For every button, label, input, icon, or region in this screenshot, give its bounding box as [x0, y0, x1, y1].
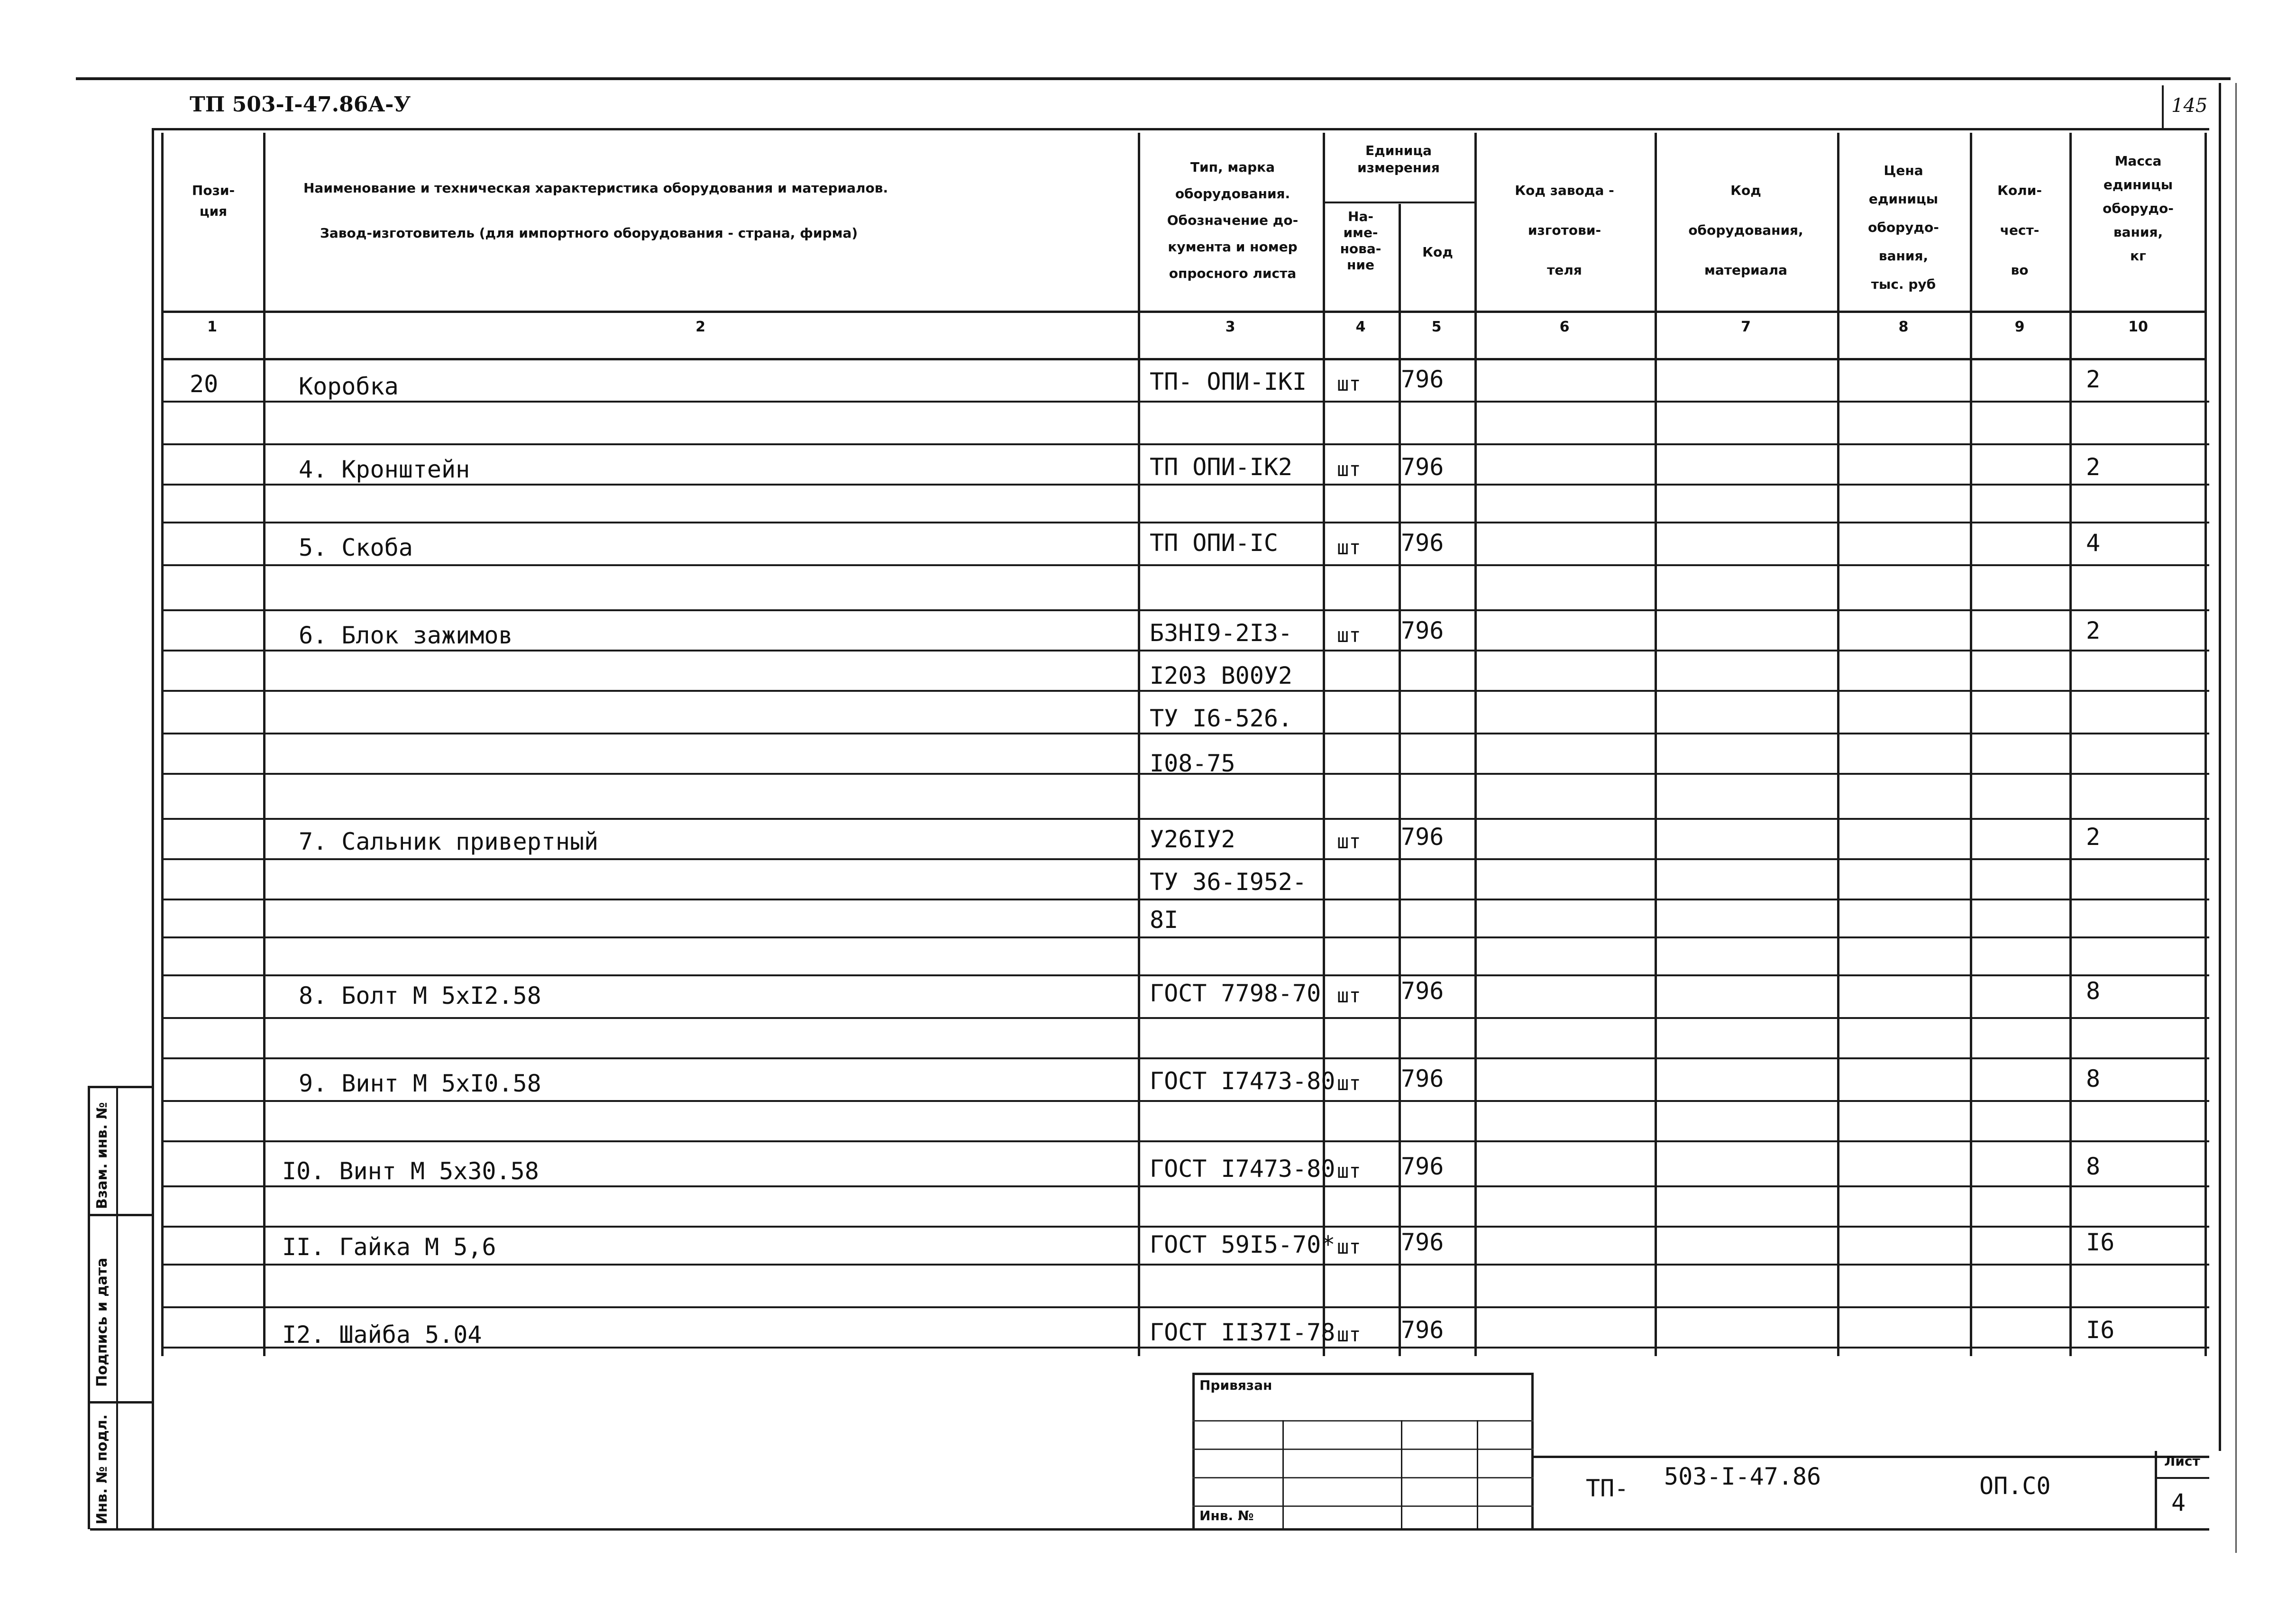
col-number: 2: [695, 319, 705, 335]
cell-qty: 2: [2086, 453, 2101, 481]
cell-code: 796: [1401, 1065, 1444, 1092]
header-col10: Масса единицы оборудо- вания, кг: [2103, 153, 2174, 264]
cell-code: 796: [1401, 823, 1444, 851]
cell-type: I08-75: [1150, 750, 1235, 777]
right-edge-mark: [2235, 83, 2237, 1553]
table-row: [161, 654, 2209, 697]
table-row: [161, 1147, 2209, 1190]
table-row: [161, 818, 2209, 861]
header-col6: Код завода - изготови- теля: [1515, 183, 1614, 278]
cell-qty: 4: [2086, 529, 2101, 557]
page-corner-number: 145: [2171, 95, 2208, 117]
cell-name: 4. Кронштейн: [299, 456, 470, 483]
cell-unit: шт: [1337, 458, 1361, 481]
cell-name: 7. Сальник привертный: [299, 828, 599, 855]
cell-qty: I6: [2086, 1229, 2115, 1256]
cell-name: II. Гайка М 5,6: [282, 1233, 496, 1261]
cell-unit: шт: [1337, 536, 1361, 559]
header-col2-line1: Наименование и техническая характеристика оборудования и материалов.: [303, 180, 888, 196]
cell-name: 5. Скоба: [299, 534, 413, 561]
cell-type: ТП- ОПИ-IКI: [1150, 368, 1307, 395]
cell-type: I203 В00У2: [1150, 662, 1293, 689]
table-row: [161, 1223, 2209, 1266]
cell-type: 8I: [1150, 906, 1179, 934]
cell-unit: шт: [1337, 1159, 1361, 1183]
cell-qty: I6: [2086, 1316, 2115, 1344]
table-row: [161, 861, 2209, 903]
cell-code: 796: [1401, 366, 1444, 393]
header-col2-line2: Завод-изготовитель (для импортного оборудования - страна, фирма): [320, 225, 858, 241]
cell-unit: шт: [1337, 1072, 1361, 1095]
table-row: [161, 740, 2209, 782]
frame-top-inner: [152, 128, 2209, 130]
side-label-replace-inv: Взам. инв. №: [94, 1102, 110, 1209]
cell-type: ГОСТ 59I5-70*: [1150, 1231, 1336, 1258]
col-number: 9: [2014, 319, 2025, 335]
col-number: 1: [207, 319, 217, 335]
cell-type: ТУ 36-I952-: [1150, 868, 1307, 896]
frame-right: [2219, 83, 2221, 1451]
table-row: [161, 899, 2209, 941]
title-block-small: [1192, 1373, 1534, 1529]
cell-unit: шт: [1337, 1235, 1361, 1258]
doc-code-top: ТП 503-I-47.86А-У: [190, 92, 411, 117]
col-number: 3: [1225, 319, 1235, 335]
cell-qty: 2: [2086, 823, 2101, 851]
header-col3: Тип, марка оборудования. Обозначение до- кумента и номер опросного листа: [1167, 159, 1299, 281]
table-row: [161, 524, 2209, 567]
cell-type: У26IУ2: [1150, 826, 1235, 853]
side-label-inv-original: Инв. № подл.: [94, 1414, 110, 1524]
header-col1: Пози- ция: [192, 183, 235, 219]
sheet-label: Лист: [2164, 1453, 2200, 1469]
header-col5: Код: [1422, 244, 1453, 260]
table-row: [161, 1311, 2209, 1354]
header-col8: Цена единицы оборудо- вания, тыс. руб: [1868, 163, 1939, 292]
header-col9: Коли- чест- во: [1997, 183, 2042, 278]
table-row: [161, 446, 2209, 488]
cell-type: ГОСТ I7473-80: [1150, 1067, 1336, 1095]
side-label-signature-date: Подпись и дата: [94, 1257, 110, 1387]
sheet-number: 4: [2171, 1489, 2186, 1516]
cell-unit: шт: [1337, 830, 1361, 853]
frame-left: [152, 128, 154, 1529]
cell-name: Коробка: [299, 373, 399, 400]
doc-suffix: ОП.С0: [1979, 1472, 2051, 1500]
stamp-inv-label: Инв. №: [1199, 1508, 1254, 1523]
col-number: 7: [1741, 319, 1751, 335]
cell-qty: 8: [2086, 1153, 2101, 1180]
col-number: 6: [1559, 319, 1570, 335]
header-unit-group: Единица измерения: [1357, 143, 1440, 175]
header-col7: Код оборудования, материала: [1688, 183, 1803, 278]
cell-code: 796: [1401, 1316, 1444, 1344]
column-number-row: [161, 313, 2209, 360]
cell-type: ТП ОПИ-IС: [1150, 529, 1278, 557]
table-row: [161, 612, 2209, 654]
cell-unit: шт: [1337, 624, 1361, 647]
table-row: [161, 972, 2209, 1015]
cell-code: 796: [1401, 1153, 1444, 1180]
cell-name: 6. Блок зажимов: [299, 622, 513, 649]
title-block-top: [1534, 1456, 2209, 1458]
cell-name: 8. Болт М 5хI2.58: [299, 982, 541, 1009]
doc-prefix: ТП-: [1586, 1475, 1629, 1502]
table-body: [161, 360, 2209, 1356]
cell-type: ГОСТ II37I-78: [1150, 1319, 1336, 1346]
stamp-bound-label: Привязан: [1199, 1377, 1272, 1393]
corner-divider: [2162, 85, 2164, 128]
cell-code: 796: [1401, 453, 1444, 481]
cell-type: ТУ I6-526.: [1150, 705, 1293, 732]
table-row: [161, 1060, 2209, 1102]
cell-name: 9. Винт М 5хI0.58: [299, 1070, 541, 1097]
cell-name: I2. Шайба 5.04: [282, 1321, 482, 1349]
table-row: [161, 697, 2209, 740]
top-border: [76, 77, 2231, 80]
col-number: 10: [2128, 319, 2148, 335]
cell-qty: 8: [2086, 1065, 2101, 1092]
table-row: [161, 360, 2209, 403]
cell-qty: 2: [2086, 617, 2101, 644]
col-number: 4: [1355, 319, 1366, 335]
cell-type: БЗНI9-2I3-: [1150, 619, 1293, 647]
cell-code: 796: [1401, 529, 1444, 557]
cell-code: 796: [1401, 617, 1444, 644]
cell-position: 20: [190, 370, 219, 398]
cell-type: ТП ОПИ-IК2: [1150, 453, 1293, 481]
cell-qty: 2: [2086, 366, 2101, 393]
doc-number: 503-I-47.86: [1664, 1463, 1821, 1490]
cell-name: I0. Винт М 5х30.58: [282, 1157, 539, 1185]
col-number: 8: [1898, 319, 1909, 335]
cell-unit: шт: [1337, 372, 1361, 395]
cell-type: ГОСТ 7798-70: [1150, 980, 1321, 1007]
cell-code: 796: [1401, 977, 1444, 1005]
header-col4: На- име- нова- ние: [1340, 209, 1381, 273]
cell-unit: шт: [1337, 1323, 1361, 1346]
cell-qty: 8: [2086, 977, 2101, 1005]
frame-bottom: [90, 1528, 2209, 1531]
cell-unit: шт: [1337, 984, 1361, 1007]
col-number: 5: [1431, 319, 1442, 335]
cell-code: 796: [1401, 1229, 1444, 1256]
cell-type: ГОСТ I7473-80: [1150, 1155, 1336, 1183]
